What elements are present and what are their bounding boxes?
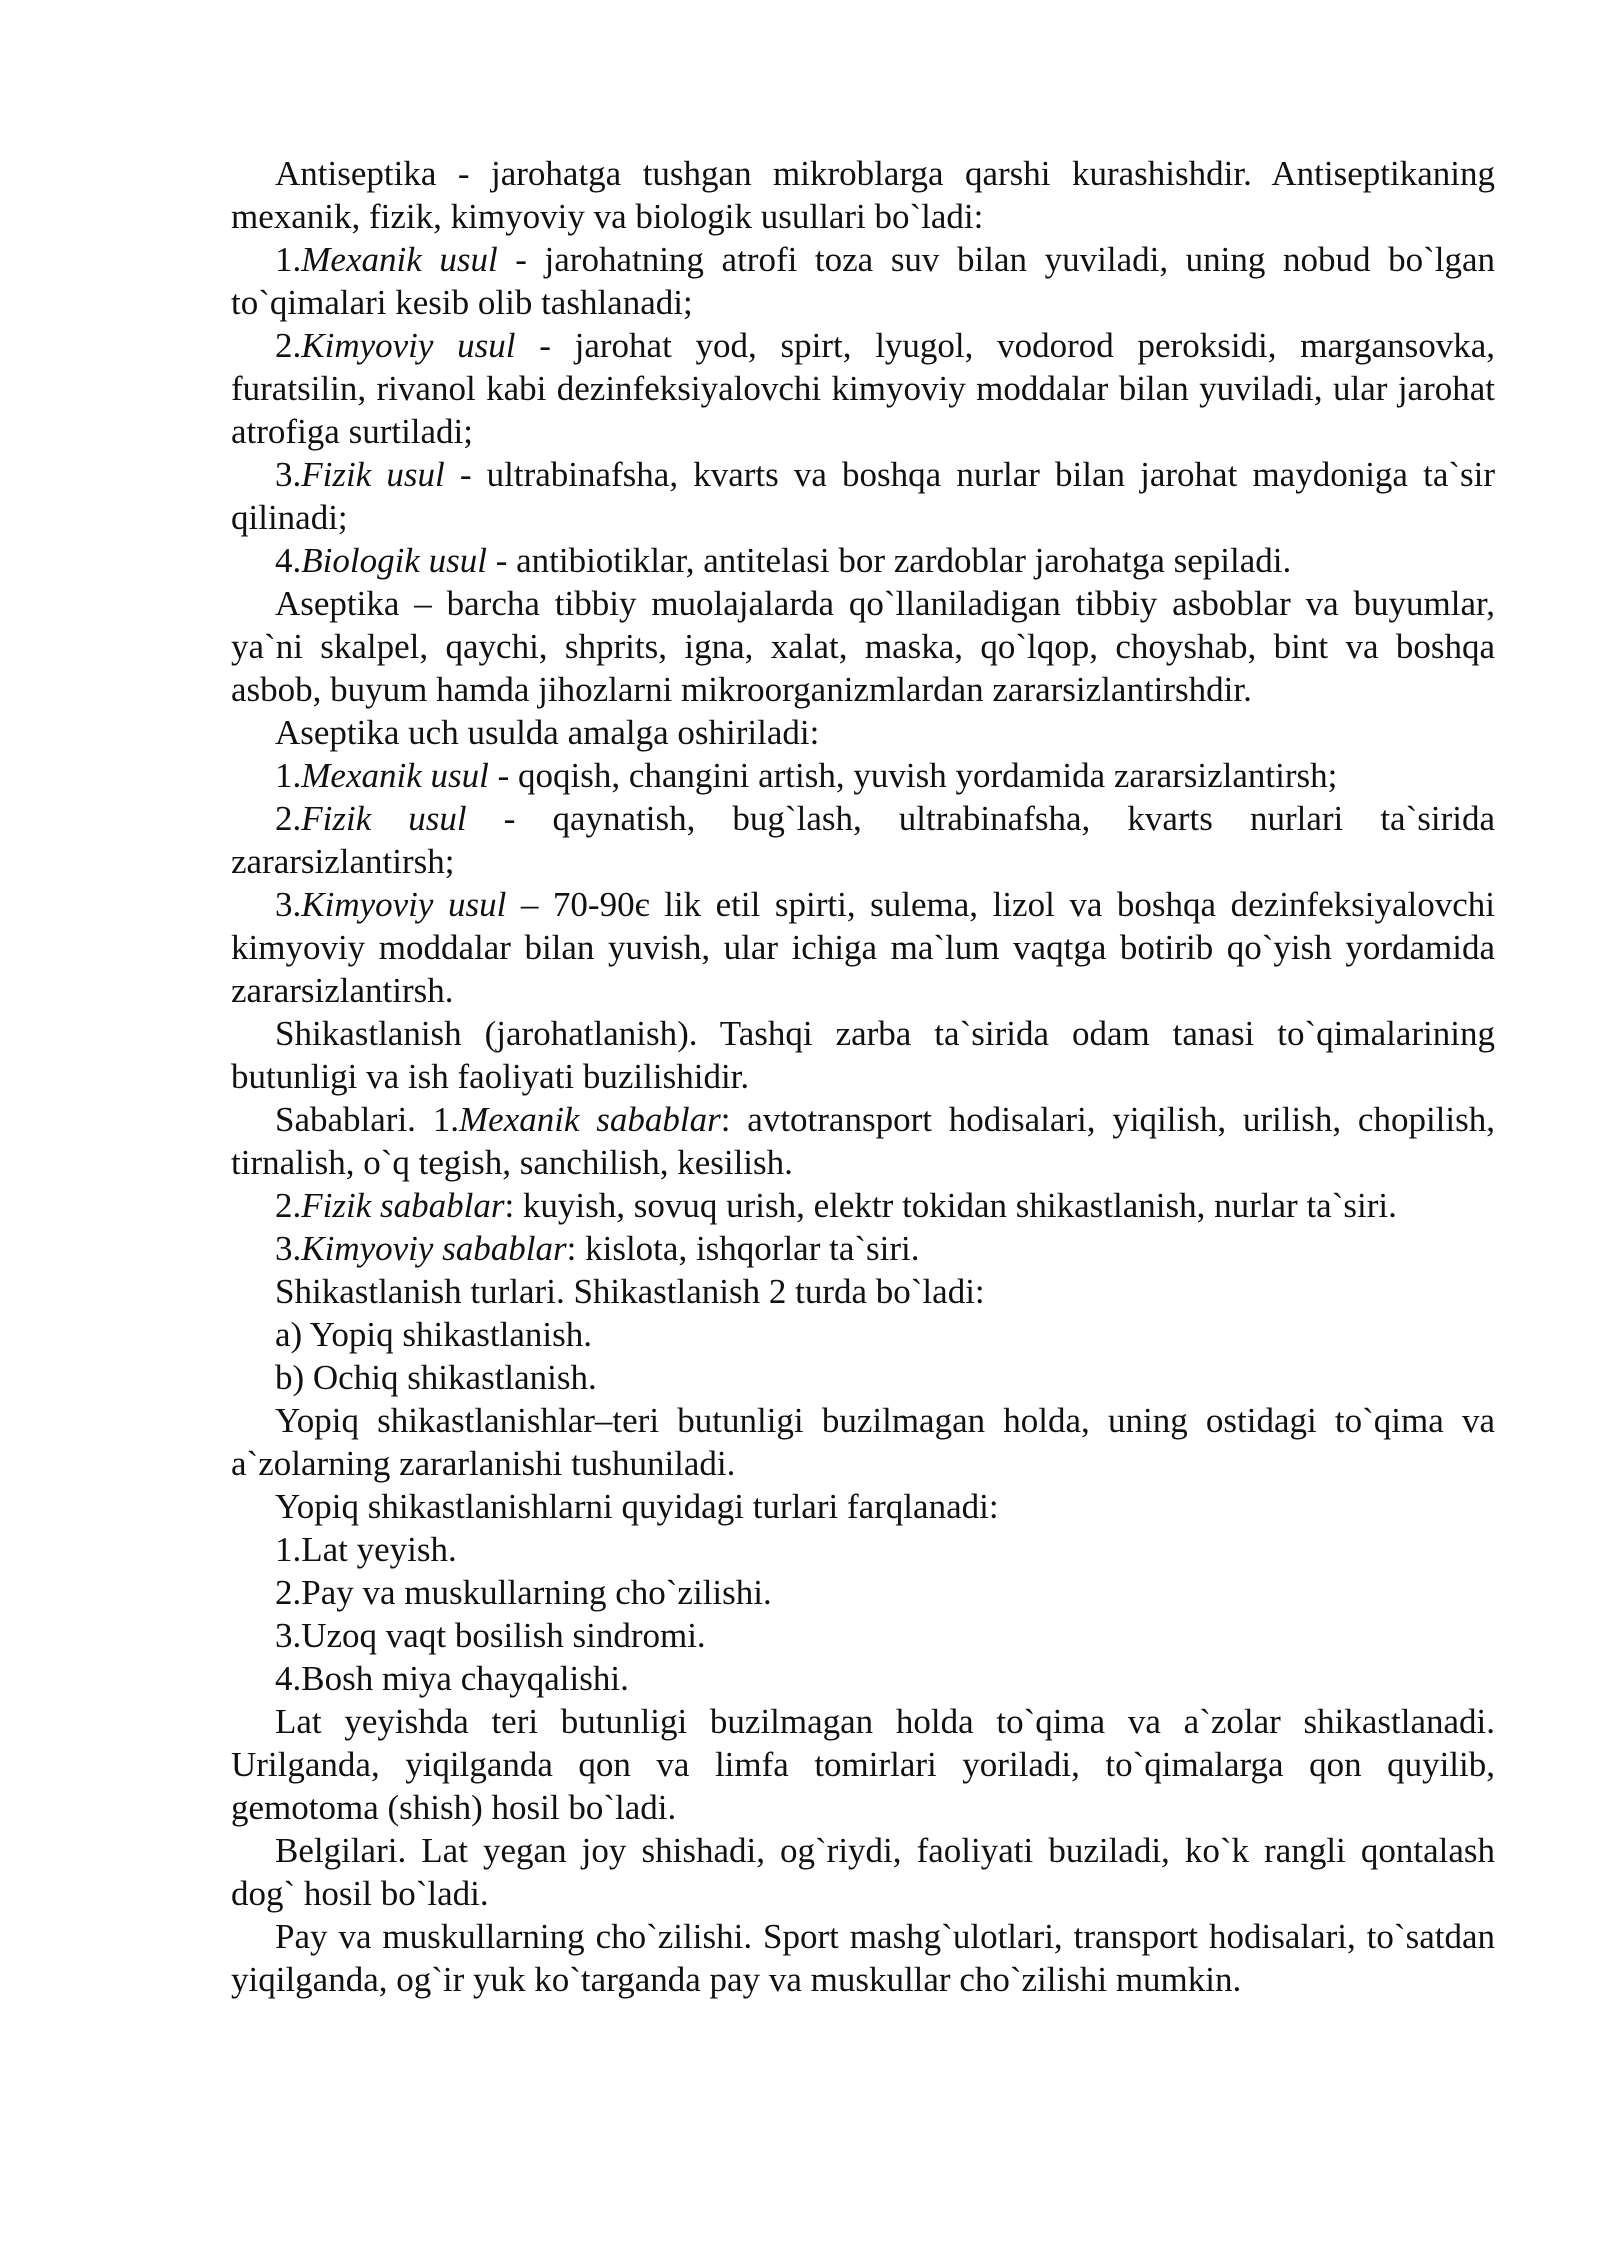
paragraph — [231, 1098, 1495, 1184]
text-run: 1. — [275, 756, 302, 795]
text-run: 3. — [275, 885, 302, 924]
text-run: Shikastlanish (jarohatlanish). Tashqi zarba ta`sirida odam tanasi to`qimalarining butunligi va ish faoliyati buzilishidir. — [231, 1014, 1495, 1096]
paragraph — [231, 539, 1495, 582]
text-run: - ultrabinafsha, kvarts va boshqa nurlar bilan jarohat maydoniga ta`sir qilinadi; — [231, 455, 1496, 537]
text-run: – 70-90є lik etil spirti, sulema, lizol va boshqa dezinfeksiyalovchi kimyoviy moddalar bilan yuvish, ular ichiga ma`lum vaqtga botirib qo`yish yordamida zararsizlantirsh. — [231, 885, 1495, 1010]
paragraph — [231, 582, 1495, 711]
italic-term: Kimyoviy sabablar — [301, 1229, 567, 1268]
text-run: Sabablari. 1. — [275, 1100, 459, 1139]
italic-term: Mexanik usul — [301, 240, 498, 279]
paragraph — [231, 1700, 1495, 1829]
text-run: - qoqish, changini artish, yuvish yordamida zararsizlantirsh; — [488, 756, 1338, 795]
text-run: Aseptika – barcha tibbiy muolajalarda qo`llaniladigan tibbiy asboblar va buyumlar, ya`ni skalpel, qaychi, shprits, igna, xalat, maska, qo`lqop, choyshab, bint va boshqa asbob, buyum hamda jihozlarni mikroorganizmlardan zararsizlantirshdir. — [231, 584, 1495, 709]
paragraph — [231, 1657, 1495, 1700]
paragraph — [231, 1313, 1495, 1356]
text-run: Antiseptika - jarohatga tushgan mikroblarga qarshi kurashishdir. Antiseptikaning mexanik, fizik, kimyoviy va biologik usullari bo`ladi: — [231, 154, 1495, 236]
text-run: Yopiq shikastlanishlar–teri butunligi buzilmagan holda, uning ostidagi to`qima va a`zolarning zararlanishi tushuniladi. — [231, 1401, 1495, 1483]
italic-term: Kimyoviy usul — [301, 885, 507, 924]
text-run: - qaynatish, bug`lash, ultrabinafsha, kvarts nurlari ta`sirida zararsizlantirsh; — [231, 799, 1495, 881]
text-run: : kislota, ishqorlar ta`siri. — [566, 1229, 920, 1268]
text-run: 2. — [275, 799, 302, 838]
paragraph — [231, 883, 1495, 1012]
text-run: Pay va muskullarning cho`zilishi. Sport mashg`ulotlari, transport hodisalari, to`satdan yiqilganda, og`ir yuk ko`targanda pay va muskullar cho`zilishi mumkin. — [231, 1917, 1495, 1999]
text-run: 3. — [275, 455, 302, 494]
paragraph — [231, 711, 1495, 754]
paragraph — [231, 1184, 1495, 1227]
text-run: - antibiotiklar, antitelasi bor zardoblar jarohatga sepiladi. — [486, 541, 1292, 580]
text-run: Yopiq shikastlanishlarni quyidagi turlari farqlanadi: — [275, 1487, 999, 1526]
italic-term: Biologik usul — [301, 541, 487, 580]
text-run: 2. — [275, 1186, 302, 1225]
text-run: 3. — [275, 1229, 302, 1268]
italic-term: Kimyoviy usul — [301, 326, 516, 365]
text-run: : kuyish, sovuq urish, elektr tokidan shikastlanish, nurlar ta`siri. — [504, 1186, 1397, 1225]
paragraph — [231, 1012, 1495, 1098]
text-run: 2.Pay va muskullarning cho`zilishi. — [275, 1573, 772, 1612]
text-run: Shikastlanish turlari. Shikastlanish 2 turda bo`ladi: — [275, 1272, 985, 1311]
italic-term: Mexanik usul — [301, 756, 489, 795]
text-run: 1.Lat yeyish. — [275, 1530, 457, 1569]
paragraph — [231, 1614, 1495, 1657]
text-run: Aseptika uch usulda amalga oshiriladi: — [275, 713, 820, 752]
text-run: Lat yeyishda teri butunligi buzilmagan holda to`qima va a`zolar shikastlanadi. Urilganda, yiqilganda qon va limfa tomirlari yoriladi, to`qimalarga qon quyilib, gemotoma (shish) hosil bo`ladi. — [231, 1702, 1495, 1827]
italic-term: Mexanik sabablar — [458, 1100, 721, 1139]
paragraph — [231, 238, 1495, 324]
paragraph — [231, 324, 1495, 453]
paragraph — [231, 1915, 1495, 2001]
text-run: Belgilari. Lat yegan joy shishadi, og`riydi, faoliyati buziladi, ko`k rangli qontalash dog` hosil bo`ladi. — [231, 1831, 1495, 1913]
paragraph — [231, 1399, 1495, 1485]
text-run: 3.Uzoq vaqt bosilish sindromi. — [275, 1616, 706, 1655]
paragraph — [231, 152, 1495, 238]
italic-term: Fizik usul — [301, 455, 445, 494]
text-run: - jarohat yod, spirt, lyugol, vodorod peroksidi, margansovka, furatsilin, rivanol kabi dezinfeksiyalovchi kimyoviy moddalar bilan yuviladi, ular jarohat atrofiga surtiladi; — [231, 326, 1495, 451]
text-run: - jarohatning atrofi toza suv bilan yuviladi, uning nobud bo`lgan to`qimalari kesib olib tashlanadi; — [231, 240, 1496, 322]
text-run: 2. — [275, 326, 302, 365]
italic-term: Fizik usul — [301, 799, 467, 838]
paragraph — [231, 1356, 1495, 1399]
text-run: : avtotransport hodisalari, yiqilish, urilish, chopilish, tirnalish, o`q tegish, sanchilish, kesilish. — [231, 1100, 1495, 1182]
paragraph — [231, 1227, 1495, 1270]
paragraph — [231, 1571, 1495, 1614]
paragraph — [231, 1528, 1495, 1571]
text-run: 4. — [275, 541, 302, 580]
paragraph — [231, 797, 1495, 883]
paragraph — [231, 1485, 1495, 1528]
text-run: 1. — [275, 240, 302, 279]
text-run: b) Ochiq shikastlanish. — [275, 1358, 597, 1397]
paragraph — [231, 453, 1495, 539]
text-run: a) Yopiq shikastlanish. — [275, 1315, 592, 1354]
document-body — [231, 152, 1495, 2001]
italic-term: Fizik sabablar — [301, 1186, 505, 1225]
paragraph — [231, 1270, 1495, 1313]
paragraph — [231, 1829, 1495, 1915]
paragraph — [231, 754, 1495, 797]
text-run: 4.Bosh miya chayqalishi. — [275, 1659, 629, 1698]
